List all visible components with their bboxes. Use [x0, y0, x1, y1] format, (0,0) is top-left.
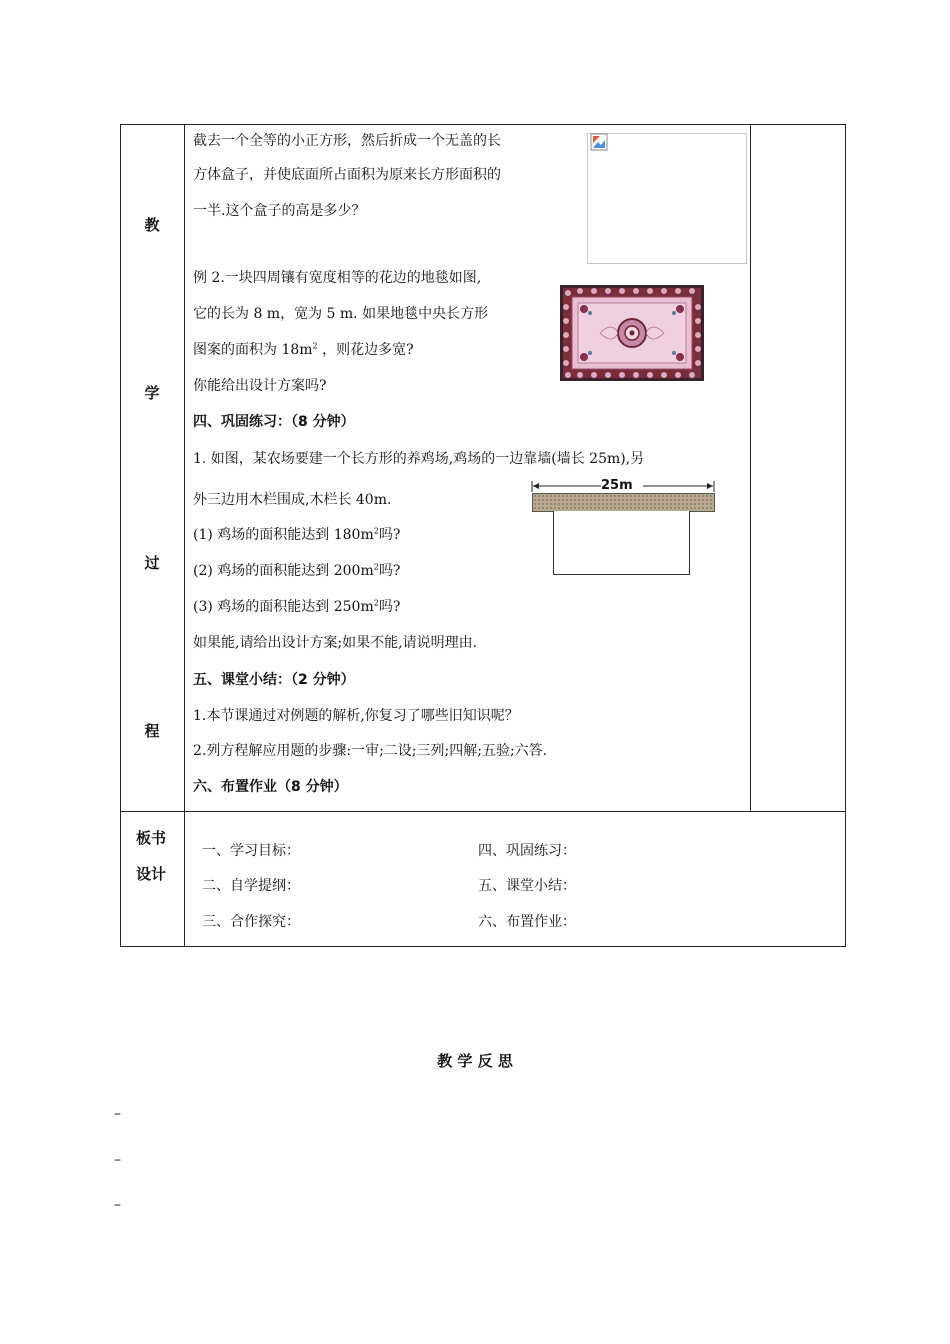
- example2-line-4: 你能给出设计方案吗?: [193, 378, 327, 394]
- table-border-left: [120, 124, 121, 947]
- reflection-blank-3: –: [114, 1197, 121, 1213]
- table-border-top: [120, 124, 846, 125]
- farm-wall: [532, 493, 715, 512]
- board-item-cooperation: 三、合作探究：: [202, 914, 300, 930]
- table-border-right: [845, 124, 846, 947]
- summary-line-1: 1.本节课通过对例题的解析,你复习了哪些旧知识呢？: [193, 708, 519, 724]
- wall-length-label: 25m: [601, 478, 633, 493]
- board-label-line-1: 板书: [136, 829, 167, 847]
- reflection-title: 教 学 反 思: [437, 1052, 513, 1070]
- side-label-guo: 过: [144, 554, 160, 572]
- practice-line-2: 外三边用木栏围成,木栏长 40m.: [193, 492, 392, 508]
- table-border-bottom: [120, 946, 846, 947]
- board-item-self-study: 二、自学提纲：: [202, 878, 300, 894]
- reflection-blank-2: –: [114, 1152, 121, 1168]
- carpet-image: [560, 285, 704, 381]
- side-label-xue: 学: [144, 384, 160, 402]
- reflection-blank-1: –: [114, 1106, 121, 1122]
- table-col-divider-2: [750, 124, 751, 812]
- board-item-learning-goals: 一、学习目标：: [202, 843, 300, 859]
- section4-title: 四、巩固练习：（8 分钟）: [193, 414, 355, 430]
- chicken-coop-rectangle: [553, 511, 690, 575]
- example2-line-3: 图案的面积为 $18m^2$ ，则花边多宽?: [193, 341, 414, 358]
- board-item-homework: 六、布置作业：: [478, 914, 576, 930]
- section5-title: 五、课堂小结：（2 分钟）: [193, 672, 355, 688]
- missing-image-frame: [587, 133, 747, 264]
- broken-image-icon: [590, 133, 608, 151]
- practice-conclusion: 如果能,请给出设计方案;如果不能,请说明理由.: [193, 635, 478, 651]
- side-label-cheng: 程: [144, 722, 160, 740]
- table-row-divider: [120, 811, 846, 812]
- practice-question-3: (3) 鸡场的面积能达到 $250m^2$吗?: [193, 598, 401, 615]
- example2-line-2: 它的长为 8 m，宽为 5 m. 如果地毯中央长方形: [193, 306, 489, 322]
- practice-line-1: 1. 如图，某农场要建一个长方形的养鸡场,鸡场的一边靠墙(墙长 25m),另: [193, 451, 645, 467]
- board-label-line-2: 设计: [136, 865, 167, 883]
- practice-question-2: (2) 鸡场的面积能达到 $200m^2$吗?: [193, 562, 401, 579]
- board-item-summary: 五、课堂小结：: [478, 878, 576, 894]
- side-label-jiao: 教: [144, 216, 160, 234]
- example1-line-1: 截去一个全等的小正方形，然后折成一个无盖的长: [193, 133, 501, 149]
- board-item-practice: 四、巩固练习：: [478, 843, 576, 859]
- example1-line-2: 方体盒子，并使底面所占面积为原来长方形面积的: [193, 167, 501, 183]
- summary-line-2: 2.列方程解应用题的步骤:一审;二设;三列;四解;五验;六答.: [193, 743, 548, 759]
- example2-line-1: 例 2.一块四周镶有宽度相等的花边的地毯如图,: [193, 270, 482, 286]
- practice-question-1: (1) 鸡场的面积能达到 $180m^2$吗?: [193, 526, 401, 543]
- example1-line-3: 一半.这个盒子的高是多少？: [193, 203, 366, 219]
- table-col-divider-1: [184, 124, 185, 947]
- section6-title: 六、布置作业（8 分钟）: [193, 779, 348, 795]
